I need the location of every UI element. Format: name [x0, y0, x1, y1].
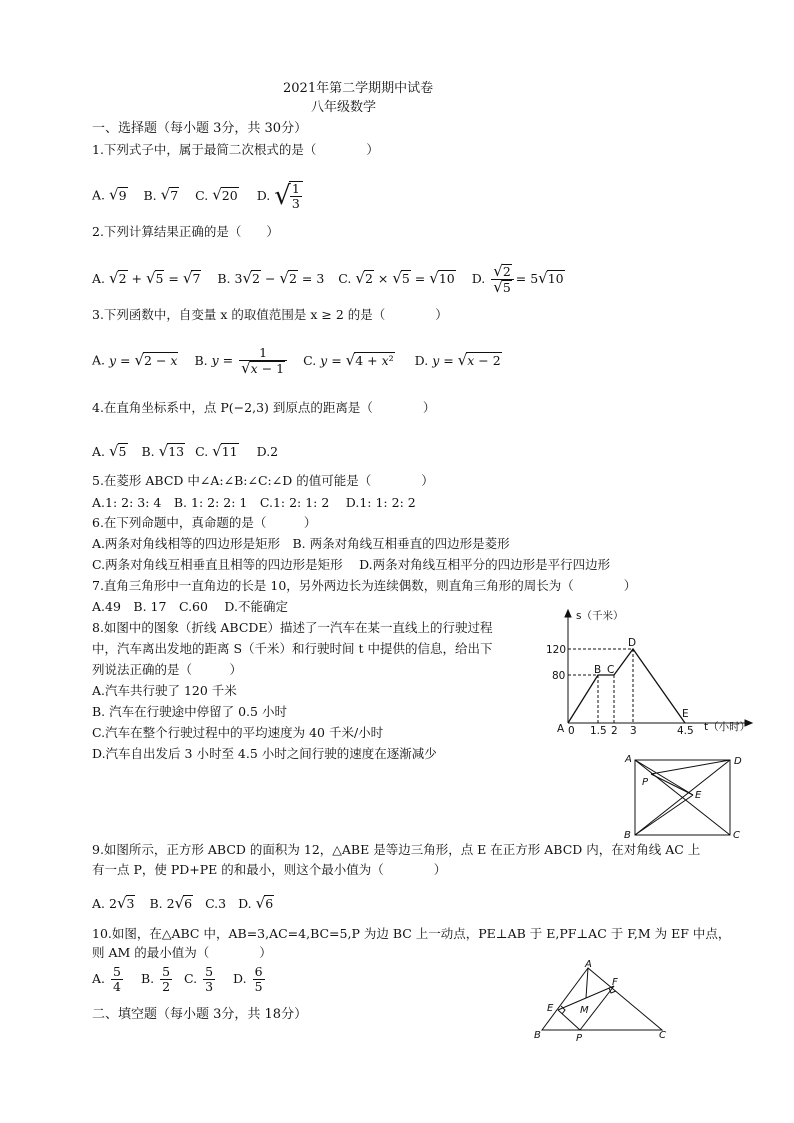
q10-option-b-den: 2 [162, 979, 171, 994]
q9-option-c: C.3 [205, 896, 227, 911]
q1-option-b-label: B. [143, 187, 157, 203]
q1-option-d-label: D. [256, 187, 271, 203]
q1-option-c-label: C. [195, 187, 209, 203]
q4-options: A. √5 B. √13 C. √11 D.2 [92, 442, 279, 460]
q10-option-a-num: 5 [113, 964, 121, 979]
square-label-c: C [733, 830, 740, 841]
graph-tick-1-5: 1.5 [590, 725, 607, 737]
q10-option-d-num: 6 [254, 964, 263, 979]
graph-point-d: D [628, 637, 637, 649]
q10-option-a-label: A. [92, 971, 106, 986]
segment-pe [651, 774, 693, 795]
q9-option-b-label: B. [149, 896, 163, 911]
square-label-b: B [624, 830, 631, 841]
q10-option-c-den: 3 [205, 979, 214, 994]
graph-point-c: C [607, 664, 615, 676]
q2-option-c-label: C. [338, 271, 352, 286]
q8-distance-time-graph [540, 605, 760, 740]
q1-option-c-radicand: 20 [221, 187, 238, 203]
q9-stem-line1: 9.如图所示，正方形 ABCD 的面积为 12，△ABE 是等边三角形，点 E 在正方形 ABCD 内，在对角线 AC 上 [92, 842, 701, 857]
q9-options: A. 2√3 B. 2√6 C.3 D. √6 [92, 894, 274, 912]
q10-option-a-den: 4 [113, 979, 121, 994]
graph-y-label: s（千米） [576, 610, 624, 622]
q10-triangle-figure [528, 958, 678, 1046]
q9-option-a-coef: 2 [109, 896, 117, 911]
square-label-p: P [642, 777, 649, 788]
q9-stem-line2: 有一点 P，使 PD+PE 的和最小，则这个最小值为（ ） [92, 862, 447, 877]
graph-point-b: B [594, 664, 602, 676]
square-label-a: A [625, 754, 632, 765]
q5-options: A.1: 2: 3: 4 B. 1: 2: 2: 1 C.1: 2: 1: 2 D.1: 1: 2: 2 [92, 495, 416, 510]
q10-option-b-label: B. [140, 971, 155, 986]
q8-option-a: A.汽车共行驶了 120 千米 [92, 683, 237, 698]
q5-stem: 5.在菱形 ABCD 中∠A:∠B:∠C:∠D 的值可能是（ ） [92, 473, 434, 488]
q2-stem: 2.下列计算结果正确的是（ ） [92, 224, 279, 239]
segment-be [635, 795, 693, 835]
graph-tick-2: 2 [611, 725, 618, 737]
graph-tick-3: 3 [630, 725, 637, 737]
q6-options-cd: C.两条对角线互相垂直且相等的四边形是矩形 D.两条对角线互相平分的四边形是平行四边形 [92, 557, 611, 572]
q1-option-d-denominator: 3 [291, 196, 300, 211]
q8-stem-line3: 列说法正确的是（ ） [92, 662, 243, 677]
square-label-e: E [695, 790, 702, 801]
q1-option-b-radicand: 7 [170, 187, 179, 203]
q8-stem-line2: 中，汽车离出发地的距离 S（千米）和行驶时间 t 中提供的信息，给出下 [92, 641, 493, 656]
exam-title: 2021年第二学期期中试卷 [283, 81, 434, 96]
q7-options: A.49 B. 17 C.60 D.不能确定 [92, 599, 288, 614]
q3-stem: 3.下列函数中，自变量 x 的取值范围是 x ≥ 2 的是（ ） [92, 307, 448, 322]
graph-tick-4-5: 4.5 [677, 725, 694, 737]
triangle-label-f: F [612, 977, 618, 988]
section2-heading: 二、填空题（每小题 3分，共 18分） [92, 1007, 308, 1022]
graph-tick-120: 120 [546, 644, 567, 656]
q1-option-d-numerator: 1 [291, 181, 300, 196]
q10-options [92, 965, 267, 1005]
triangle-label-e: E [547, 1003, 554, 1014]
q2-option-b-label: B. [217, 271, 231, 286]
q10-option-d-den: 5 [254, 979, 263, 994]
q2-option-a-label: A. [92, 271, 106, 286]
triangle-label-b: B [534, 1030, 541, 1041]
q9-option-a-label: A. [92, 896, 106, 911]
q9-option-d-radicand: 6 [265, 896, 274, 911]
q4-option-d: D.2 [256, 444, 279, 459]
q1-option-a-radicand: 9 [118, 187, 127, 203]
square-label-d: D [734, 756, 742, 767]
q10-option-c-label: C. [184, 971, 198, 986]
q7-stem: 7.直角三角形中一直角边的长是 10，另外两边长为连续偶数，则直角三角形的周长为（ ） [92, 578, 637, 593]
segment-am [586, 968, 588, 998]
triangle-abc [542, 968, 662, 1030]
graph-tick-80: 80 [552, 670, 566, 682]
q10-option-d-label: D. [233, 971, 247, 986]
q6-options-ab: A.两条对角线相等的四边形是矩形 B. 两条对角线互相垂直的四边形是菱形 [92, 536, 510, 551]
graph-tick-0: 0 [568, 725, 575, 737]
q10-stem-line2: 则 AM 的最小值为（ ） [92, 945, 272, 960]
graph-point-e: E [682, 708, 689, 720]
q3-options: A. y = √2 − x B. y = $\frac{1}{√x - 1}$ C. y = √4 + x² D. y = √x − 2 [92, 345, 501, 377]
graph-y-arrow-icon [565, 610, 571, 617]
q10-option-c-num: 5 [205, 964, 214, 979]
q2-options: A. √2 + √5 = √7 B. 3√2 − √2 = 3 C. √2 × √5 = √10 D. $\frac{√2}{√5}$ = 5√10 [92, 262, 564, 296]
q8-option-d: D.汽车自出发后 3 小时至 4.5 小时之间行驶的速度在逐渐减少 [92, 746, 437, 761]
q8-stem-line1: 8.如图中的图象（折线 ABCDE）描述了一汽车在某一直线上的行驶过程 [92, 620, 493, 635]
section1-heading: 一、选择题（每小题 3分，共 30分） [92, 121, 308, 136]
q9-option-d-label: D. [238, 896, 252, 911]
q8-option-c: C.汽车在整个行驶过程中的平均速度为 40 千米/小时 [92, 725, 384, 740]
graph-polyline-abcde [568, 649, 685, 723]
triangle-label-c: C [659, 1030, 666, 1041]
q1-stem: 1.下列式子中，属于最简二次根式的是（ ） [92, 142, 379, 157]
triangle-label-p: P [576, 1033, 583, 1044]
q4-stem: 4.在直角坐标系中，点 P(−2,3) 到原点的距离是（ ） [92, 400, 436, 415]
q8-option-b: B. 汽车在行驶途中停留了 0.5 小时 [92, 704, 287, 719]
exam-subtitle: 八年级数学 [311, 100, 377, 115]
q10-stem-line1: 10.如图，在△ABC 中，AB=3,AC=4,BC=5,P 为边 BC 上一动点，PE⊥AB 于 E,PF⊥AC 于 F,M 为 EF 中点， [92, 926, 731, 941]
q9-square-figure [615, 752, 745, 842]
triangle-label-m: M [580, 1005, 589, 1016]
q10-option-b-num: 5 [162, 964, 171, 979]
q9-option-b-radicand: 6 [184, 896, 193, 911]
graph-point-a: A [557, 723, 565, 735]
q1-options: A. √9 B. √7 C. √20 D. √ $\frac{1}{3}$ [92, 181, 305, 211]
q9-option-a-radicand: 3 [126, 896, 135, 911]
q1-option-a-label: A. [92, 187, 106, 203]
q9-option-b-coef: 2 [166, 896, 175, 911]
triangle-label-a: A [585, 959, 592, 970]
q2-option-d-label: D. [471, 271, 486, 286]
q6-stem: 6.在下列命题中，真命题的是（ ） [92, 515, 317, 530]
segment-pe [558, 1010, 580, 1030]
segment-dp [651, 760, 730, 774]
graph-x-label: t（小时） [704, 721, 751, 733]
